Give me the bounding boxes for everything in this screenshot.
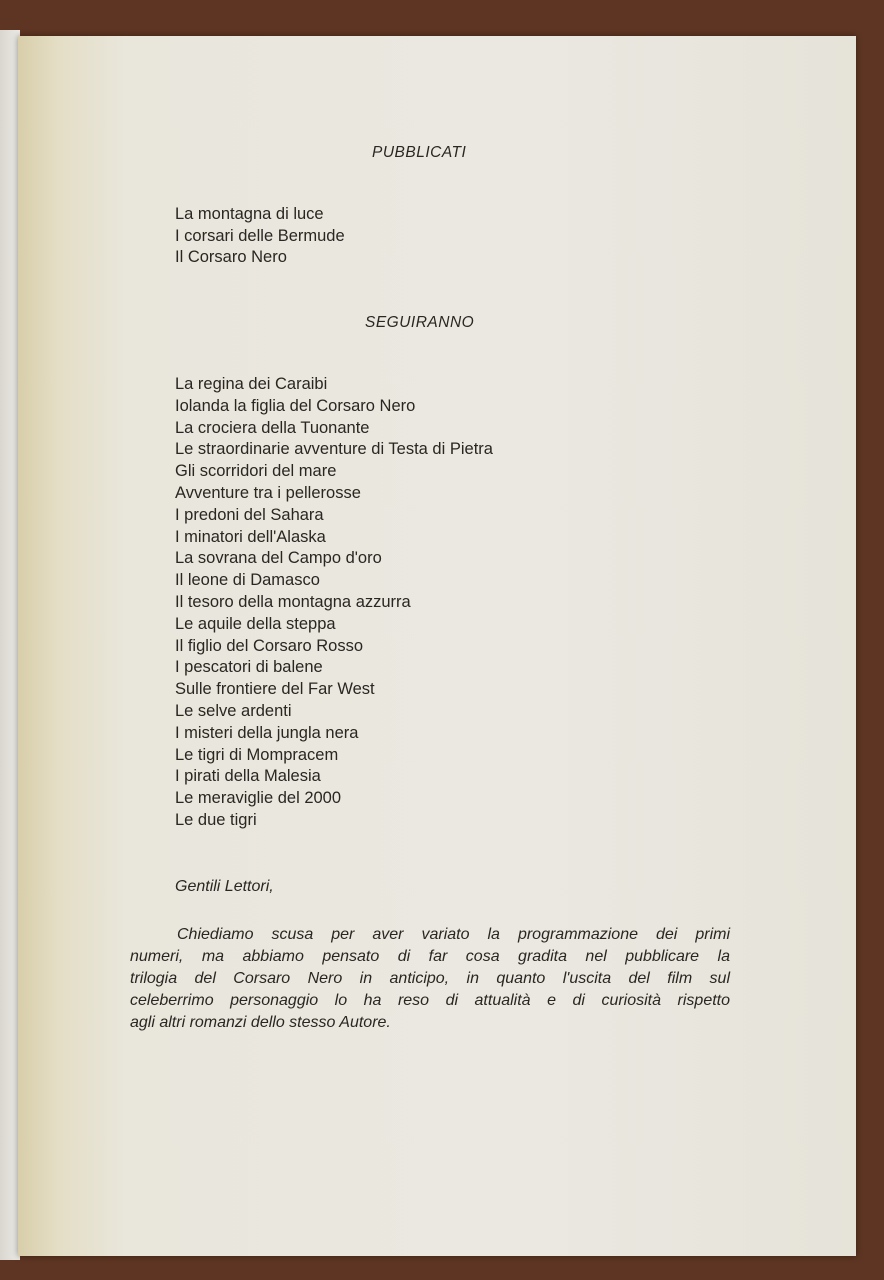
list-item: Il figlio del Corsaro Rosso bbox=[175, 636, 363, 655]
letter-paragraph bbox=[130, 924, 730, 1034]
previous-page-edge bbox=[0, 30, 20, 1260]
list-item: Le straordinarie avventure di Testa di Pietra bbox=[175, 440, 493, 459]
list-item: Le tigri di Mompracem bbox=[175, 745, 339, 764]
paragraph-line: celeberrimo personaggio lo ha reso di attualità e di curiosità rispetto bbox=[130, 992, 730, 1009]
list-item: Sulle frontiere del Far West bbox=[175, 680, 375, 699]
paragraph-line: agli altri romanzi dello stesso Autore. bbox=[130, 1014, 391, 1031]
list-item: I corsari delle Bermude bbox=[175, 226, 345, 245]
list-item: I pirati della Malesia bbox=[175, 767, 321, 786]
paragraph-line: trilogia del Corsaro Nero in anticipo, in quanto l'uscita del film sul bbox=[130, 970, 730, 987]
list-item: Il leone di Damasco bbox=[175, 571, 320, 590]
paragraph-line: Chiediamo scusa per aver variato la programmazione dei primi bbox=[177, 926, 730, 943]
list-item: Le meraviglie del 2000 bbox=[175, 789, 342, 808]
list-item: Iolanda la figlia del Corsaro Nero bbox=[175, 396, 416, 415]
list-item: I misteri della jungla nera bbox=[175, 723, 359, 742]
list-item: La crociera della Tuonante bbox=[175, 418, 370, 437]
list-item: La montagna di luce bbox=[175, 205, 324, 223]
published-heading: PUBBLICATI bbox=[372, 144, 467, 161]
list-item: Gli scorridori del mare bbox=[175, 462, 337, 481]
list-item: Le selve ardenti bbox=[175, 702, 292, 720]
list-item: Avventure tra i pellerosse bbox=[175, 484, 361, 502]
list-item: La regina dei Caraibi bbox=[175, 375, 328, 393]
letter-salutation: Gentili Lettori, bbox=[175, 878, 274, 895]
list-item: Il tesoro della montagna azzurra bbox=[175, 593, 411, 611]
list-item: Il Corsaro Nero bbox=[175, 248, 287, 266]
list-item: I predoni del Sahara bbox=[175, 505, 324, 524]
list-item: I pescatori di balene bbox=[175, 658, 323, 677]
list-item: Le due tigri bbox=[175, 811, 257, 829]
paragraph-line: numeri, ma abbiamo pensato di far cosa gradita nel pubblicare la bbox=[130, 948, 730, 965]
book-page bbox=[18, 36, 856, 1256]
upcoming-heading: SEGUIRANNO bbox=[365, 314, 475, 331]
list-item: La sovrana del Campo d'oro bbox=[175, 549, 382, 568]
list-item: Le aquile della steppa bbox=[175, 614, 336, 633]
list-item: I minatori dell'Alaska bbox=[175, 527, 326, 546]
